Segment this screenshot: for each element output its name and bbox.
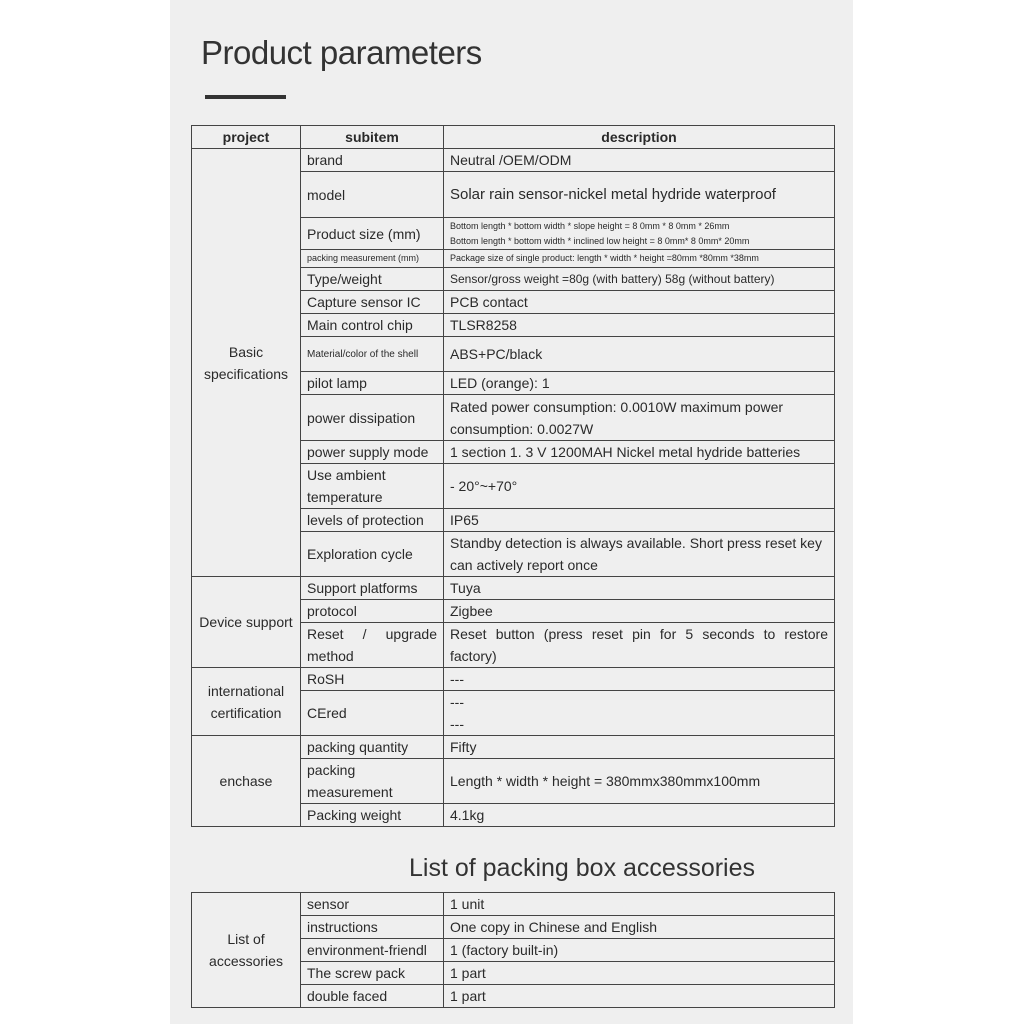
description-cell: Sensor/gross weight =80g (with battery) 58g (without battery) <box>444 268 835 291</box>
description-cell: Fifty <box>444 736 835 759</box>
group-list-of-accessories: List of accessories <box>192 893 301 1008</box>
subitem-cell: Product size (mm) <box>301 218 444 250</box>
description-cell <box>444 218 835 250</box>
description-cell: Package size of single product: length * width * height =80mm *80mm *38mm <box>444 250 835 268</box>
subitem-cell: packing measurement (mm) <box>301 250 444 268</box>
parameters-table <box>191 125 835 827</box>
table-row <box>192 893 835 916</box>
subitem-cell: double faced <box>301 985 444 1008</box>
subitem-cell: Use ambient temperature <box>301 464 444 509</box>
subitem-cell: packing measurement <box>301 759 444 804</box>
subitem-cell: RoSH <box>301 668 444 691</box>
table-row <box>192 668 835 691</box>
header-subitem: subitem <box>301 126 444 149</box>
description-cell: Zigbee <box>444 600 835 623</box>
description-cell: Reset button (press reset pin for 5 seconds to restore factory) <box>444 623 835 668</box>
description-cell: 1 unit <box>444 893 835 916</box>
header-description: description <box>444 126 835 149</box>
subitem-cell: pilot lamp <box>301 372 444 395</box>
subitem-cell: model <box>301 172 444 218</box>
subitem-cell: power dissipation <box>301 395 444 441</box>
subitem-cell: packing quantity <box>301 736 444 759</box>
table-row <box>192 149 835 172</box>
group-device-support: Device support <box>192 577 301 668</box>
subitem-cell: Reset / upgrade method <box>301 623 444 668</box>
subitem-cell: instructions <box>301 916 444 939</box>
description-cell: 1 part <box>444 962 835 985</box>
subitem-cell: The screw pack <box>301 962 444 985</box>
description-line: --- <box>450 716 464 732</box>
subitem-cell: protocol <box>301 600 444 623</box>
description-cell: PCB contact <box>444 291 835 314</box>
description-cell: Rated power consumption: 0.0010W maximum power consumption: 0.0027W <box>444 395 835 441</box>
description-line: --- <box>450 694 464 710</box>
accessories-title: List of packing box accessories <box>409 854 756 882</box>
group-international-certification: international certification <box>192 668 301 736</box>
group-enchase: enchase <box>192 736 301 827</box>
table-row <box>192 736 835 759</box>
table-row <box>192 577 835 600</box>
subitem-cell: Main control chip <box>301 314 444 337</box>
subitem-cell: CEred <box>301 691 444 736</box>
subitem-cell: Exploration cycle <box>301 532 444 577</box>
subitem-cell: levels of protection <box>301 509 444 532</box>
subitem-cell: sensor <box>301 893 444 916</box>
description-line: Bottom length * bottom width * inclined low height = 8 0mm* 8 0mm* 20mm <box>450 235 750 246</box>
description-cell: 1 section 1. 3 V 1200MAH Nickel metal hydride batteries <box>444 441 835 464</box>
group-basic-specifications: Basic specifications <box>192 149 301 577</box>
subitem-cell: Packing weight <box>301 804 444 827</box>
subitem-cell: environment-friendl <box>301 939 444 962</box>
subitem-cell: Type/weight <box>301 268 444 291</box>
accessories-table <box>191 892 835 1008</box>
description-cell: Length * width * height = 380mmx380mmx100mm <box>444 759 835 804</box>
description-cell: Tuya <box>444 577 835 600</box>
description-cell: LED (orange): 1 <box>444 372 835 395</box>
description-cell: One copy in Chinese and English <box>444 916 835 939</box>
description-cell: - 20°~+70° <box>444 464 835 509</box>
description-cell: IP65 <box>444 509 835 532</box>
description-line: Bottom length * bottom width * slope height = 8 0mm * 8 0mm * 26mm <box>450 220 730 231</box>
description-cell: Solar rain sensor-nickel metal hydride waterproof <box>444 172 835 218</box>
title-underline <box>205 95 286 99</box>
page-title: Product parameters <box>201 34 482 71</box>
description-cell <box>444 691 835 736</box>
description-cell: 4.1kg <box>444 804 835 827</box>
table-header-row <box>192 126 835 149</box>
description-cell: Neutral /OEM/ODM <box>444 149 835 172</box>
description-cell: 1 (factory built-in) <box>444 939 835 962</box>
subitem-cell: power supply mode <box>301 441 444 464</box>
header-project: project <box>192 126 301 149</box>
subitem-cell: Capture sensor IC <box>301 291 444 314</box>
description-cell: 1 part <box>444 985 835 1008</box>
subitem-cell: brand <box>301 149 444 172</box>
description-cell: --- <box>444 668 835 691</box>
subitem-cell: Support platforms <box>301 577 444 600</box>
subitem-cell: Material/color of the shell <box>301 337 444 372</box>
description-cell: ABS+PC/black <box>444 337 835 372</box>
description-cell: TLSR8258 <box>444 314 835 337</box>
description-cell: Standby detection is always available. Short press reset key can actively report once <box>444 532 835 577</box>
